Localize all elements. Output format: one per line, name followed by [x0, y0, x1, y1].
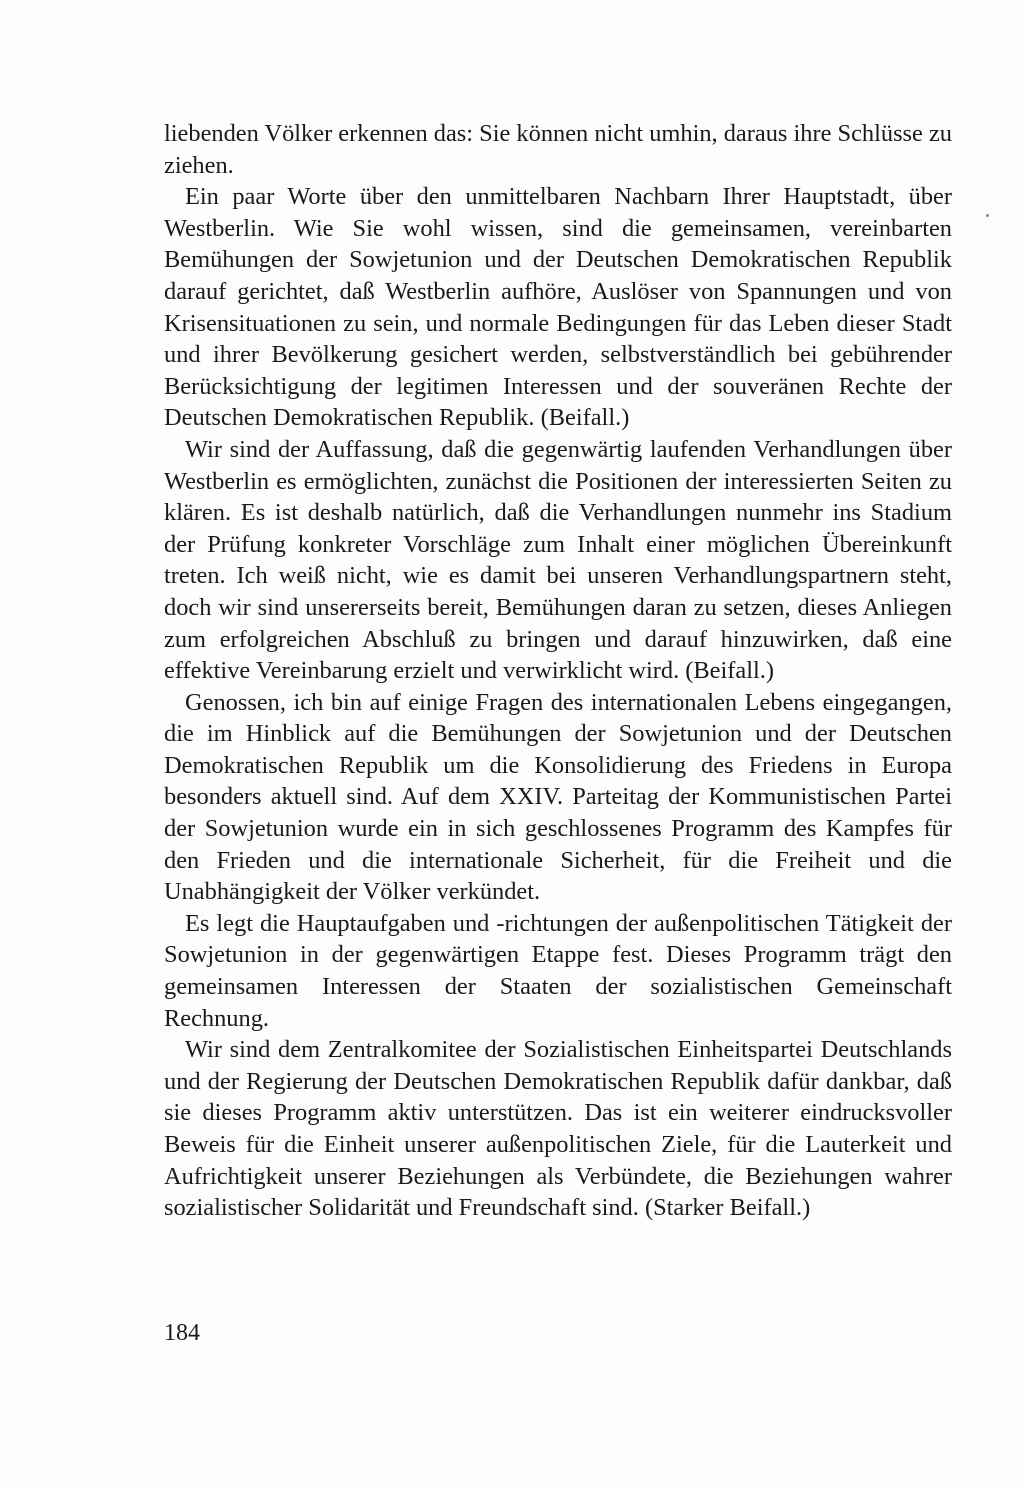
paragraph-2: Ein paar Worte über den unmittelbaren Nachbarn Ihrer Hauptstadt, über Westberlin. Wie Sie wohl wissen, sind die gemeinsamen, vereinbarten Bemühungen der Sowjetunion und der Deutschen Demokratischen Republik darauf gerichtet, daß Westberlin aufhöre, Auslöser von Spannungen und von Krisensituationen zu sein, und normale Bedingungen für das Leben dieser Stadt und ihrer Bevölkerung gesichert werden, selbstverständlich bei gebührender Berücksichtigung der legitimen Interessen und der souveränen Rechte der Deutschen Demokratischen Republik. (Beifall.)	[164, 183, 952, 432]
paragraph-6: Wir sind dem Zentralkomitee der Sozialistischen Einheitspartei Deutschlands und der Regierung der Deutschen Demokratischen Republik dafür dankbar, daß sie dieses Programm aktiv unterstützen. Das ist ein weiterer eindrucksvoller Beweis für die Einheit unserer außenpolitischen Ziele, für die Lauterkeit und Aufrichtigkeit unserer Beziehungen als Verbündete, die Beziehungen wahrer sozialistischer Solidarität und Freundschaft sind. (Starker Beifall.)	[164, 1036, 952, 1222]
page-number: 184	[164, 1320, 200, 1346]
paragraph-3: Wir sind der Auffassung, daß die gegenwärtig laufenden Verhandlungen über Westberlin es ermöglichten, zunächst die Positionen der interessierten Seiten zu klären. Es ist deshalb natürlich, daß die Verhandlungen nunmehr ins Stadium der Prüfung konkreter Vorschläge zum Inhalt einer möglichen Übereinkunft treten. Ich weiß nicht, wie es damit bei unseren Verhandlungspartnern steht, doch wir sind unsererseits bereit, Bemühungen daran zu setzen, dieses Anliegen zum erfolgreichen Abschluß zu bringen und darauf hinzuwirken, daß eine effektive Vereinbarung erzielt und verwirklicht wird. (Beifall.)	[164, 435, 952, 685]
paragraph-1: liebenden Völker erkennen das: Sie können nicht umhin, daraus ihre Schlüsse zu ziehen.	[164, 120, 952, 179]
body-text	[164, 118, 952, 1224]
paragraph-4: Genossen, ich bin auf einige Fragen des internationalen Lebens eingegangen, die im Hinblick auf die Bemühungen der Sowjetunion und der Deutschen Demokratischen Republik um die Konsolidierung des Friedens in Europa besonders aktuell sind. Auf dem XXIV. Parteitag der Kommunistischen Partei der Sowjetunion wurde ein in sich geschlossenes Programm des Kampfes für den Frieden und die internationale Sicherheit, für die Freiheit und die Unabhängigkeit der Völker verkündet.	[164, 688, 952, 906]
scan-speck	[986, 214, 989, 217]
paragraph-5: Es legt die Hauptaufgaben und -richtungen der außenpolitischen Tätigkeit der Sowjetunion in der gegenwärtigen Etappe fest. Dieses Programm trägt den gemeinsamen Interessen der Staaten der sozialistischen Gemeinschaft Rechnung.	[164, 909, 952, 1032]
